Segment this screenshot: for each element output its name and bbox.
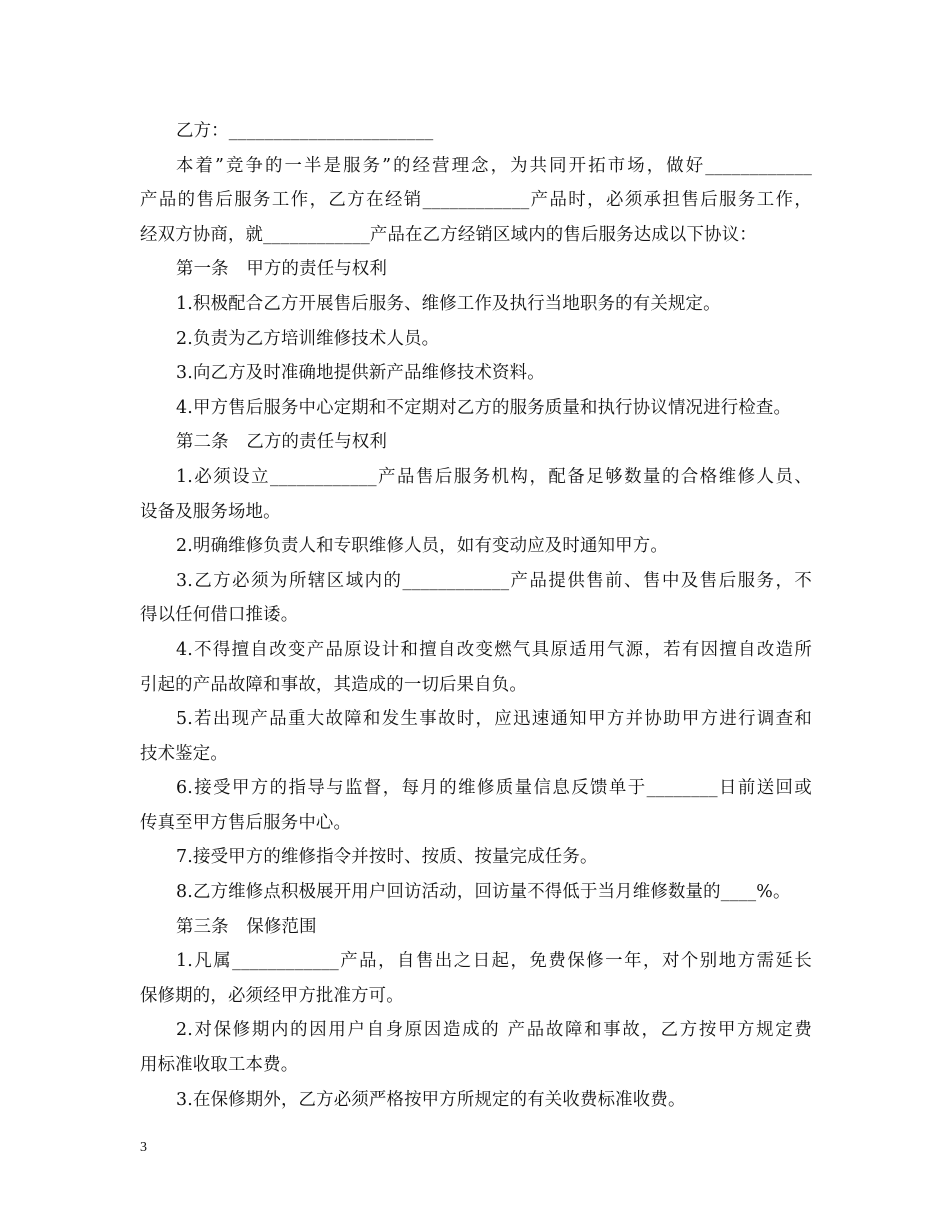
text-line: 2.对保修期内的因用户自身原因造成的 产品故障和事故，乙方按甲方规定费 xyxy=(176,1020,812,1041)
text-line: 引起的产品故障和事故，其造成的一切后果自负。 xyxy=(140,674,527,695)
text-line: 乙方：_______________________ xyxy=(176,121,434,141)
text-line: 8.乙方维修点积极展开用户回访活动，回访量不得低于当月维修数量的____%。 xyxy=(176,882,791,903)
text-line: 2.负责为乙方培训维修技术人员。 xyxy=(176,328,440,349)
text-line: 设备及服务场地。 xyxy=(140,501,281,522)
text-line: 1.必须设立____________产品售后服务机构，配备足够数量的合格维修人员、 xyxy=(176,466,812,487)
text-line: 传真至甲方售后服务中心。 xyxy=(140,812,352,833)
text-line: 本着”竞争的一半是服务”的经营理念，为共同开拓市场，做好____________ xyxy=(176,155,812,176)
text-line: 2.明确维修负责人和专职维修人员，如有变动应及时通知甲方。 xyxy=(176,536,668,557)
text-line: 保修期的，必须经甲方批准方可。 xyxy=(140,985,404,1006)
text-line: 7.接受甲方的维修指令并按时、按质、按量完成任务。 xyxy=(176,847,598,868)
text-line: 产品的售后服务工作，乙方在经销____________产品时，必须承担售后服务工作， xyxy=(140,190,812,211)
text-line: 得以任何借口推诿。 xyxy=(140,605,299,626)
text-line: 5.若出现产品重大故障和发生事故时，应迅速通知甲方并协助甲方进行调查和 xyxy=(176,709,812,730)
text-line: 4.甲方售后服务中心定期和不定期对乙方的服务质量和执行协议情况进行检查。 xyxy=(176,397,792,418)
text-line: 用标准收取工本费。 xyxy=(140,1055,299,1076)
text-line: 第三条 保修范围 xyxy=(176,916,317,937)
text-line: 技术鉴定。 xyxy=(140,743,228,764)
text-line: 经双方协商，就____________产品在乙方经销区域内的售后服务达成以下协议： xyxy=(140,224,757,245)
document-body xyxy=(140,114,812,1117)
text-line: 4.不得擅自改变产品原设计和擅自改变燃气具原适用气源，若有因擅自改造所 xyxy=(176,639,812,660)
text-line: 3.向乙方及时准确地提供新产品维修技术资料。 xyxy=(176,363,545,384)
text-line: 3.乙方必须为所辖区域内的____________产品提供售前、售中及售后服务，不 xyxy=(176,570,812,591)
page-number: 3 xyxy=(140,1140,147,1155)
text-line: 3.在保修期外，乙方必须严格按甲方所规定的有关收费标准收费。 xyxy=(176,1089,686,1110)
text-line: 第一条 甲方的责任与权利 xyxy=(176,259,388,280)
text-line: 6.接受甲方的指导与监督，每月的维修质量信息反馈单于________日前送回或 xyxy=(176,778,812,799)
text-line: 1.积极配合乙方开展售后服务、维修工作及执行当地职务的有关规定。 xyxy=(176,293,721,314)
text-line: 第二条 乙方的责任与权利 xyxy=(176,432,388,453)
text-line: 1.凡属____________产品，自售出之日起，免费保修一年，对个别地方需延长 xyxy=(176,951,812,972)
